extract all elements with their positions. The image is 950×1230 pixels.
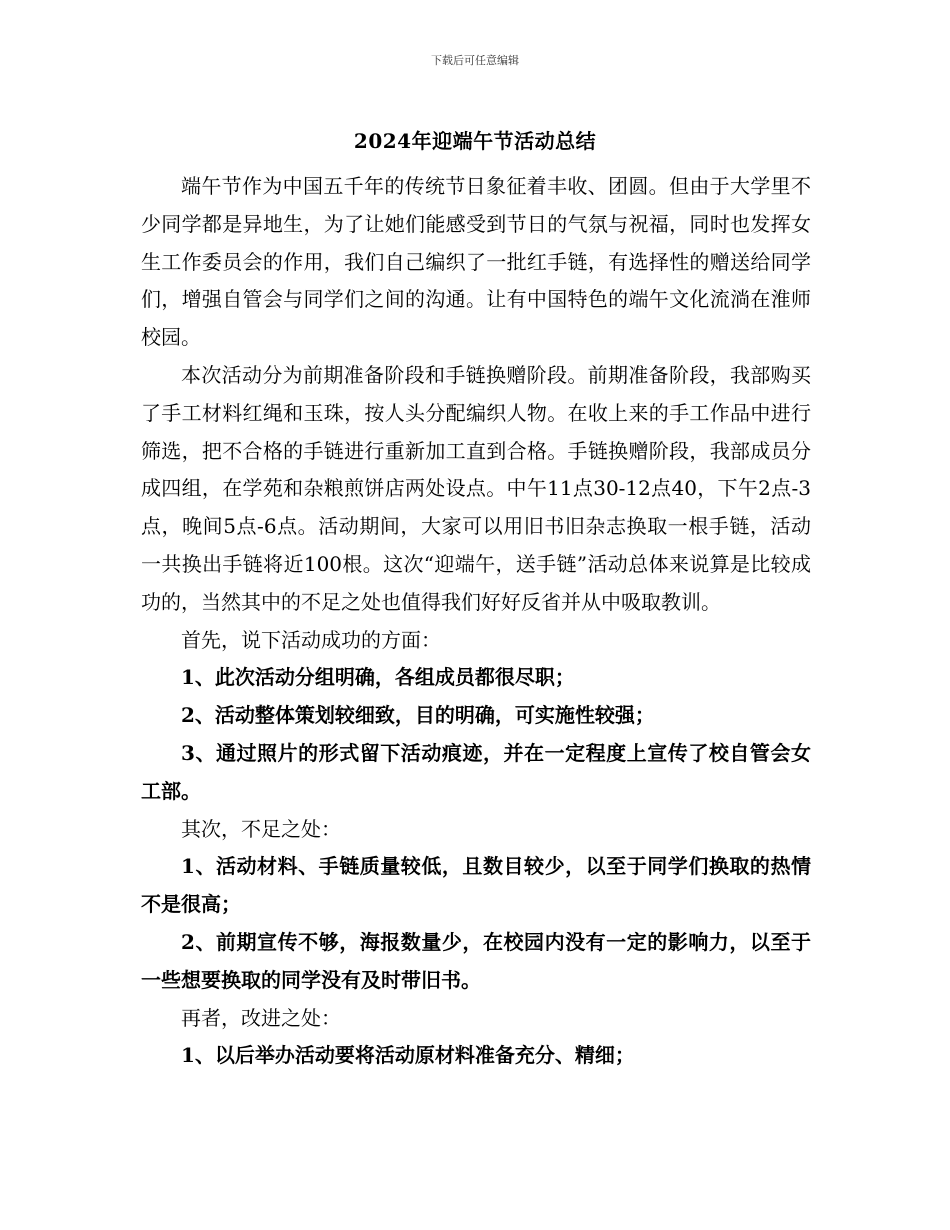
- list-item-success-1: 1、此次活动分组明确，各组成员都很尽职；: [181, 665, 575, 690]
- list-item-success-3: 3、通过照片的形式留下活动痕迹，并在一定程度上宣传了校自管会女工部。: [141, 740, 811, 803]
- paragraph-intro: 端午节作为中国五千年的传统节日象征着丰收、团圆。但由于大学里不少同学都是异地生，为了让她们能感受到节日的气氛与祝福，同时也发挥女生工作委员会的作用，我们自己编织了一批红手链，有选择性的赠送给同学们，增强自管会与同学们之间的沟通。让有中国特色的端午文化流淌在淮师校园。: [141, 174, 811, 350]
- document-body: [141, 168, 811, 1075]
- list-item-improvement-1: 1、以后举办活动要将活动原材料准备充分、精细；: [181, 1043, 635, 1068]
- list-item-success-2: 2、活动整体策划较细致，目的明确，可实施性较强；: [181, 703, 655, 728]
- header-note: 下载后可任意编辑: [431, 54, 519, 67]
- list-item-shortcoming-1: 1、活动材料、手链质量较低，且数目较少，以至于同学们换取的热情不是很高；: [141, 854, 811, 917]
- paragraph-process: 本次活动分为前期准备阶段和手链换赠阶段。前期准备阶段，我部购买了手工材料红绳和玉珠，按人头分配编织人物。在收上来的手工作品中进行筛选，把不合格的手链进行重新加工直到合格。手链换赠阶段，我部成员分成四组，在学苑和杂粮煎饼店两处设点。中午11点30-12点40，下午2点-3点，晚间5点-6点。活动期间，大家可以用旧书旧杂志换取一根手链，活动一共换出手链将近100根。这次“迎端午，送手链”活动总体来说算是比较成功的，当然其中的不足之处也值得我们好好反省并从中吸取教训。: [141, 362, 811, 614]
- document-title: 2024年迎端午节活动总结: [353, 129, 597, 153]
- paragraph-success-heading: 首先，说下活动成功的方面：: [181, 627, 441, 652]
- paragraph-improvement-heading: 再者，改进之处：: [181, 1005, 341, 1030]
- list-item-shortcoming-2: 2、前期宣传不够，海报数量少，在校园内没有一定的影响力，以至于一些想要换取的同学没有及时带旧书。: [141, 929, 811, 992]
- paragraph-shortcoming-heading: 其次，不足之处：: [181, 816, 341, 841]
